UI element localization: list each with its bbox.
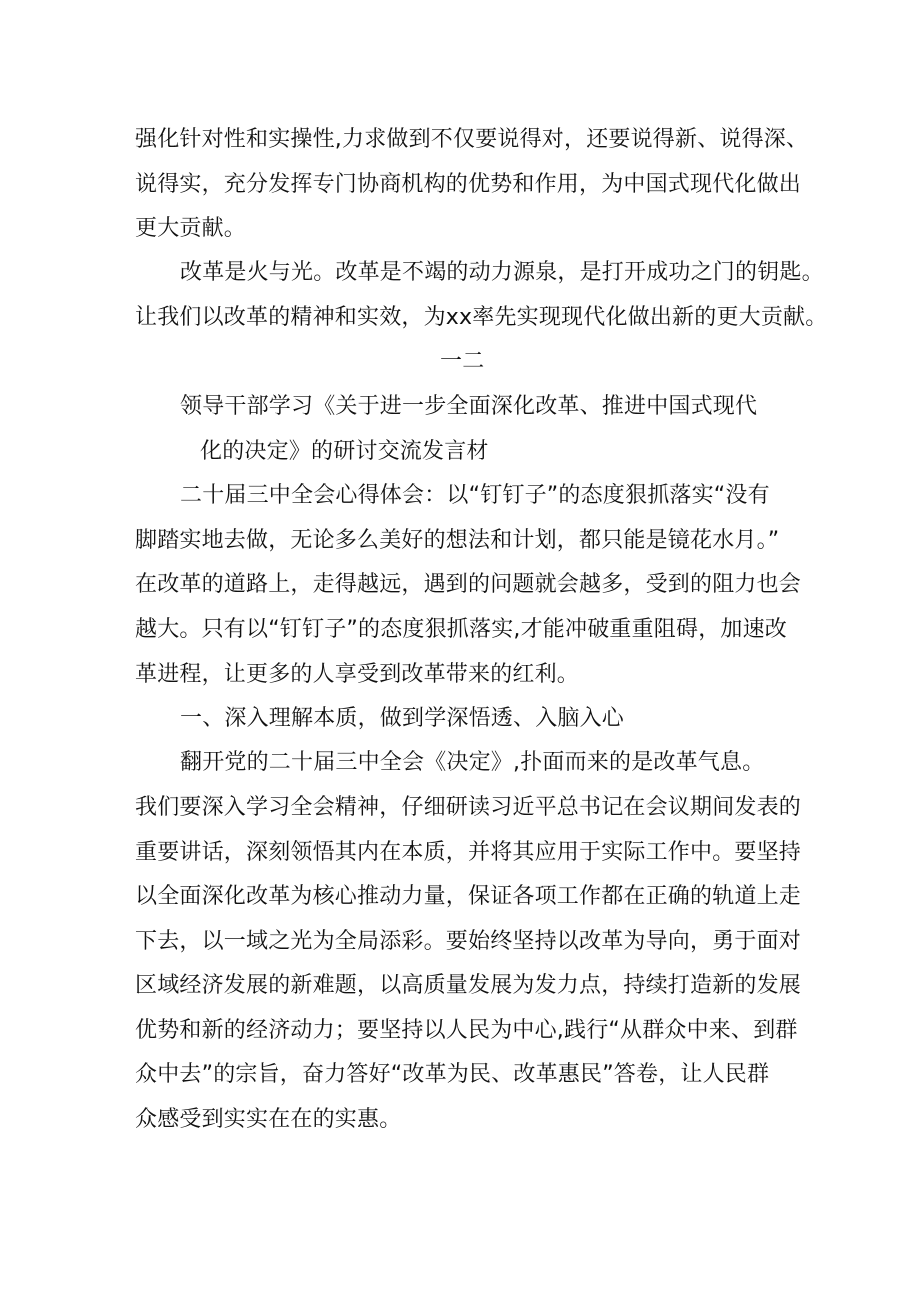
article-title-line: 化的决定》的研讨交流发言材 (200, 439, 489, 464)
text-line: 更大贡献。 (135, 216, 247, 241)
article-title-line: 领导干部学习《关于进一步全面深化改革、推进中国式现代 (180, 394, 758, 419)
text-line: 优势和新的经济动力；要坚持以人民为中心,践行“从群众中来、到群 (135, 1018, 798, 1043)
text-line: 说得实，充分发挥专门协商机构的优势和作用，为中国式现代化做出 (135, 172, 802, 197)
text-line: 在改革的道路上，走得越远，遇到的问题就会越多，受到的阻力也会 (135, 572, 802, 597)
text-line: 革进程，让更多的人享受到改革带来的红利。 (135, 662, 580, 687)
text-line: 重要讲话，深刻领悟其内在本质，并将其应用于实际工作中。要坚持 (135, 840, 802, 865)
section-number: 一二 (440, 349, 485, 374)
text-line: 众感受到实实在在的实惠。 (135, 1107, 402, 1132)
text-line: 二十届三中全会心得体会：以“钉钉子”的态度狠抓落实“没有 (180, 483, 770, 508)
text-line: 脚踏实地去做，无论多么美好的想法和计划，都只能是镜花水月。” (135, 528, 780, 553)
text-line: 越大。只有以“钉钉子”的态度狠抓落实,才能冲破重重阻碍，加速改 (135, 617, 787, 642)
text-line: 众中去”的宗旨，奋力答好“改革为民、改革惠民”答卷，让人民群 (135, 1062, 770, 1087)
section-heading: 一、深入理解本质，做到学深悟透、入脑入心 (180, 706, 625, 731)
text-line: 改革是火与光。改革是不竭的动力源泉，是打开成功之门的钥匙。 (180, 260, 824, 285)
text-line: 下去，以一域之光为全局添彩。要始终坚持以改革为导向，勇于面对 (135, 929, 802, 954)
text-line: 我们要深入学习全会精神，仔细研读习近平总书记在会议期间发表的 (135, 795, 802, 820)
text-line: 强化针对性和实操性,力求做到不仅要说得对，还要说得新、说得深、 (135, 127, 809, 152)
text-line: 区域经济发展的新难题，以高质量发展为发力点，持续打造新的发展 (135, 973, 802, 998)
text-line: 让我们以改革的精神和实效，为xx率先实现现代化做出新的更大贡献。 (135, 305, 828, 330)
text-line: 以全面深化改革为核心推动力量，保证各项工作都在正确的轨道上走 (135, 884, 802, 909)
text-line: 翻开党的二十届三中全会《决定》,扑面而来的是改革气息。 (180, 750, 765, 775)
